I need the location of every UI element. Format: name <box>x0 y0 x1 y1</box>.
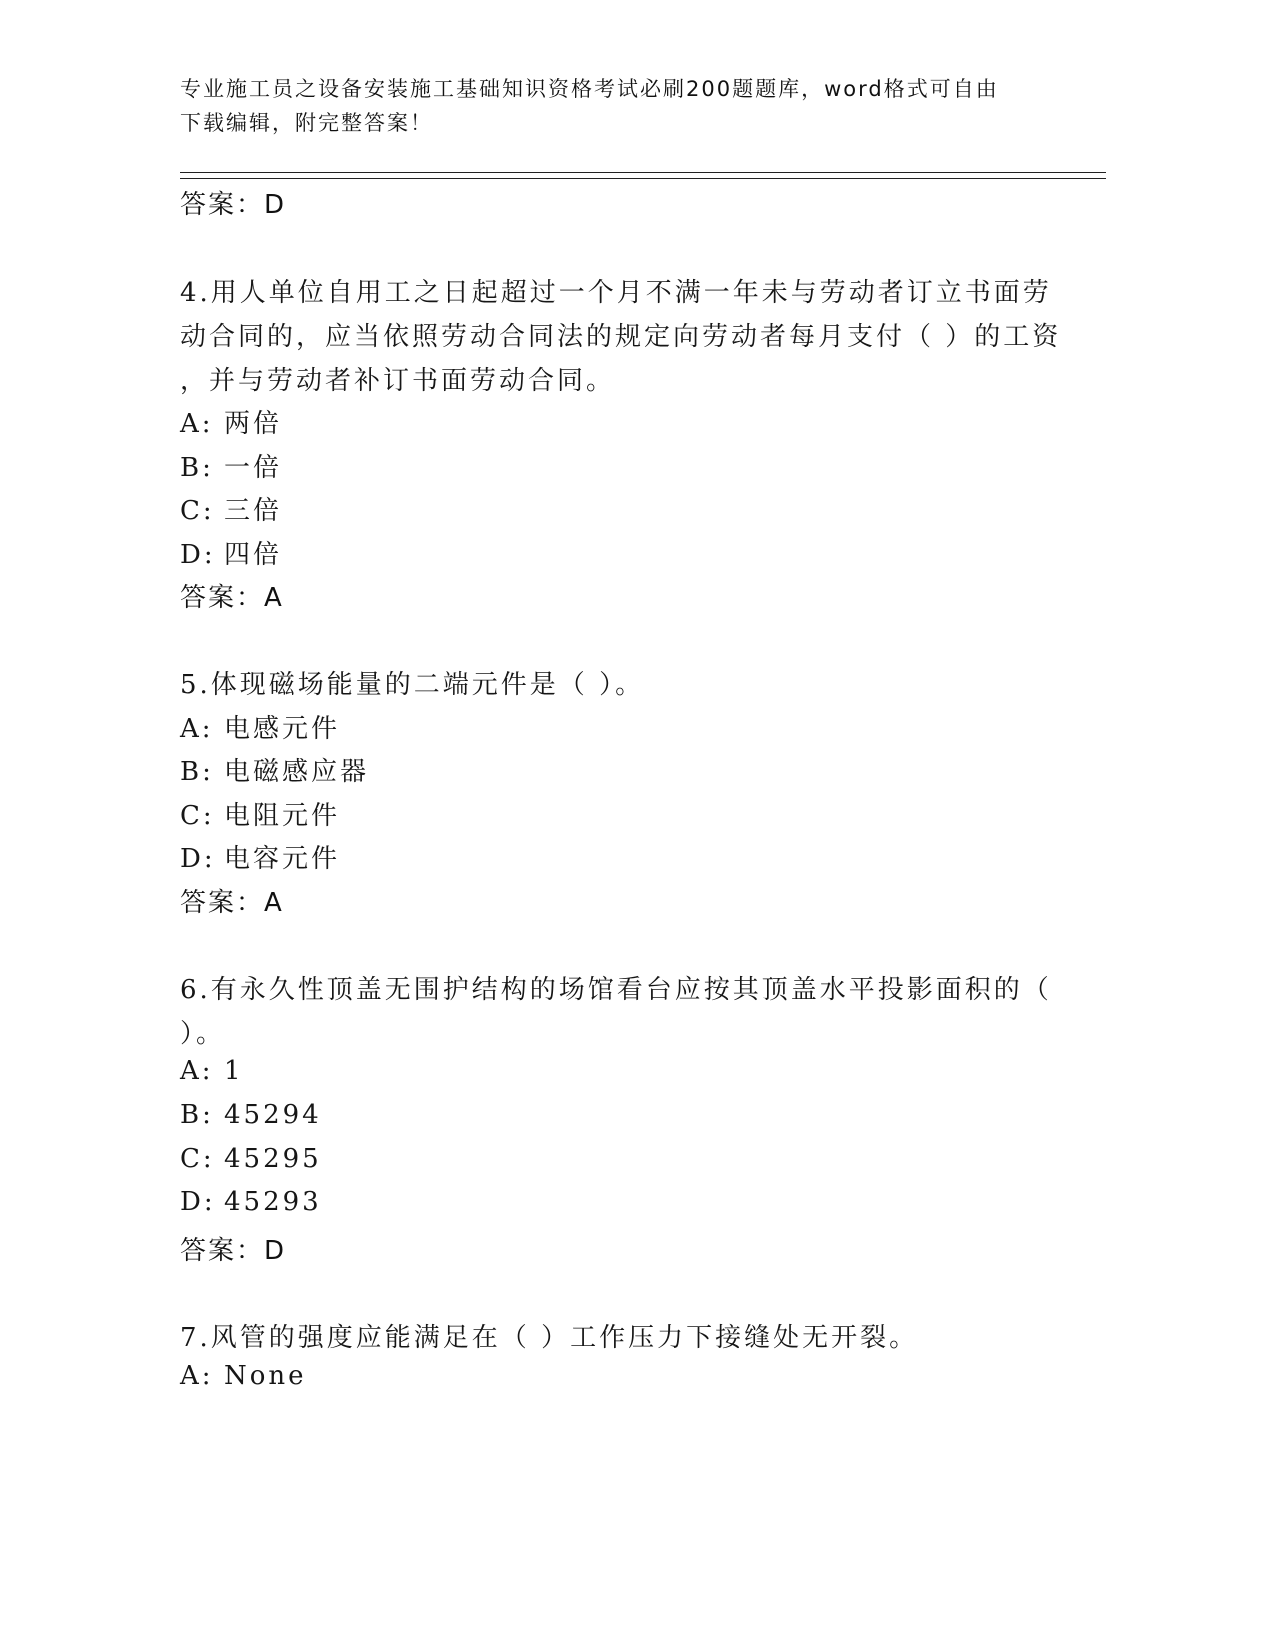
option-text: 电感元件 <box>224 714 341 744</box>
header-line-1: 专业施工员之设备安装施工基础知识资格考试必刷200题题库，word格式可自由 <box>180 77 999 101</box>
option-letter: A: <box>180 1361 214 1391</box>
option-letter: C: <box>180 801 215 831</box>
option-letter: B: <box>180 453 214 483</box>
option-letter: D: <box>180 1187 216 1217</box>
option-text: 45294 <box>224 1100 322 1130</box>
option-text: 四倍 <box>224 540 283 570</box>
option-letter: B: <box>180 1100 214 1130</box>
option-text: 一倍 <box>224 453 283 483</box>
answer-q6: 答案：D <box>180 1236 287 1266</box>
answer-q3: 答案：D <box>180 190 287 220</box>
option-text: 电阻元件 <box>224 801 341 831</box>
option-letter: C: <box>180 1144 215 1174</box>
option-letter: A: <box>180 409 214 439</box>
option-text: 45293 <box>224 1187 322 1217</box>
option-text: 三倍 <box>224 496 283 526</box>
header-line-2: 下载编辑，附完整答案！ <box>180 111 433 135</box>
question-4-option-a <box>180 403 282 440</box>
option-letter: C: <box>180 496 215 526</box>
option-letter: D: <box>180 844 216 874</box>
option-text: 电磁感应器 <box>224 757 370 787</box>
document-header <box>180 72 1060 140</box>
option-letter: A: <box>180 1056 214 1086</box>
option-text: None <box>224 1361 307 1391</box>
question-5-line-1: 5.体现磁场能量的二端元件是（ ）。 <box>180 670 645 700</box>
question-5-option-a <box>180 708 340 745</box>
question-5-option-d <box>180 838 340 875</box>
question-5-option-c <box>180 795 340 832</box>
question-4-line-3: ，并与劳动者补订书面劳动合同。 <box>180 366 616 396</box>
header-divider-bottom <box>180 178 1106 179</box>
question-4-line-2: 动合同的，应当依照劳动合同法的规定向劳动者每月支付（ ）的工资 <box>180 322 1062 352</box>
question-4-option-b <box>180 447 282 484</box>
question-6-option-d <box>180 1187 322 1217</box>
option-text: 两倍 <box>224 409 283 439</box>
option-text: 电容元件 <box>224 844 341 874</box>
option-text: 1 <box>224 1056 244 1086</box>
header-divider-top <box>180 172 1106 173</box>
question-4-line-1: 4.用人单位自用工之日起超过一个月不满一年未与劳动者订立书面劳 <box>180 278 1052 308</box>
question-7-option-a <box>180 1361 307 1391</box>
answer-q5: 答案：A <box>180 888 284 918</box>
question-6-line-1: 6.有永久性顶盖无围护结构的场馆看台应按其顶盖水平投影面积的（ <box>180 975 1052 1005</box>
question-4-option-c <box>180 490 282 527</box>
answer-q4: 答案：A <box>180 583 284 613</box>
option-letter: D: <box>180 540 216 570</box>
question-6-option-c <box>180 1144 322 1174</box>
question-6-option-b <box>180 1100 322 1130</box>
question-6-line-2: ）。 <box>180 1019 226 1049</box>
option-letter: A: <box>180 714 214 744</box>
question-6-option-a <box>180 1056 244 1086</box>
question-4-option-d <box>180 534 282 571</box>
question-5-option-b <box>180 751 369 788</box>
option-letter: B: <box>180 757 214 787</box>
question-7-line-1: 7.风管的强度应能满足在（ ）工作压力下接缝处无开裂。 <box>180 1323 919 1353</box>
option-text: 45295 <box>224 1144 322 1174</box>
